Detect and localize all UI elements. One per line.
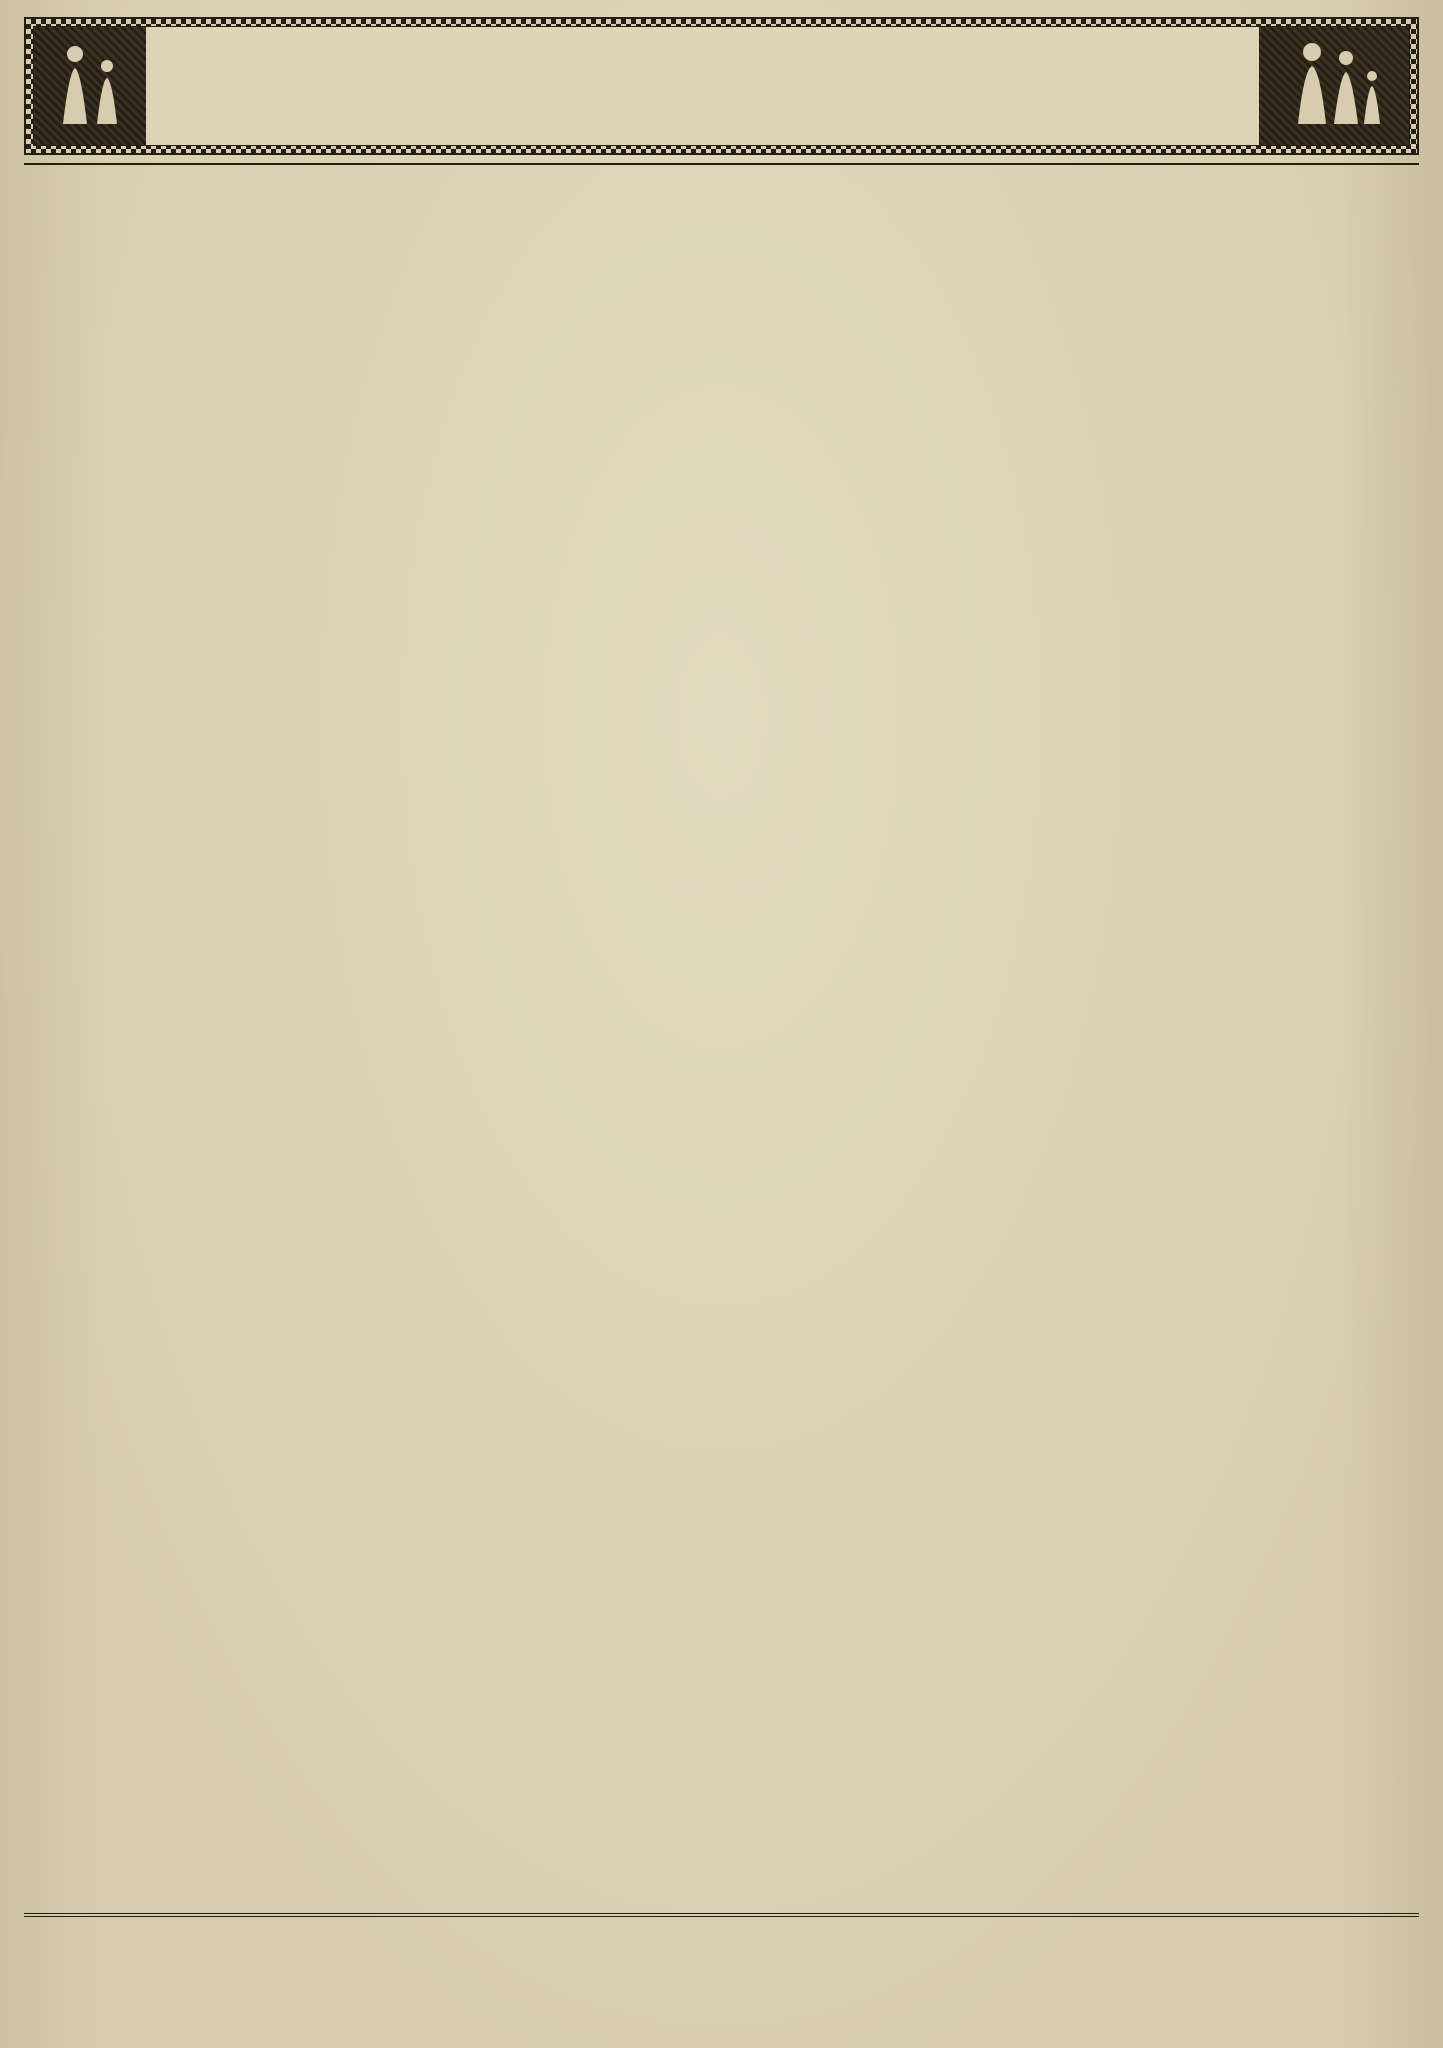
restaurant-ad-texts — [24, 1924, 1401, 1926]
family-figures-icon — [45, 36, 135, 136]
masthead-banner — [24, 17, 1419, 155]
banner-inner — [33, 26, 1410, 146]
classifieds-body — [24, 163, 1419, 1907]
restaurant-footer-ad — [24, 1913, 1419, 1926]
family-illustration-left — [34, 27, 146, 145]
family-illustration-right — [1259, 27, 1409, 145]
family-figures-icon — [1274, 36, 1394, 136]
